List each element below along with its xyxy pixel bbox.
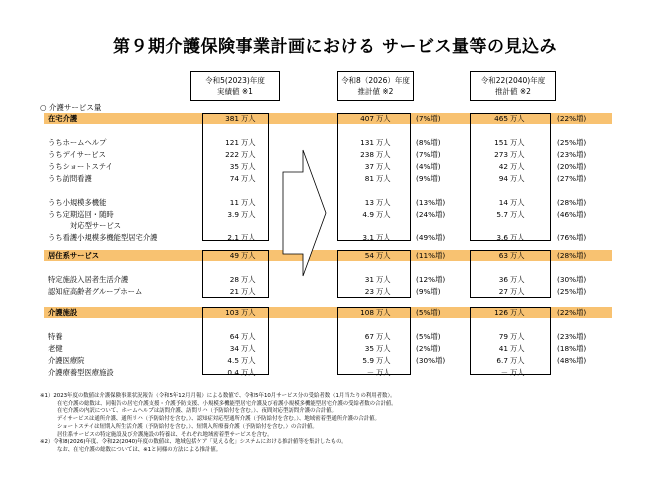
table-row — [0, 220, 670, 232]
unit-2040: 万人 — [510, 332, 525, 341]
value-2026: 5.9 — [362, 356, 374, 365]
row-label: うち小規模多機能 — [48, 198, 107, 207]
header-2023-year: 令和5(2023)年度 — [205, 76, 265, 85]
unit-2040: 万人 — [510, 162, 525, 171]
value-2023: 11 — [229, 198, 239, 207]
header-2040 — [470, 71, 556, 101]
unit-2023: 万人 — [241, 114, 256, 123]
unit-2026: 万人 — [376, 210, 391, 219]
value-2040: － — [500, 368, 508, 377]
header-2023 — [190, 71, 280, 101]
value-2023: 381 — [225, 114, 239, 123]
table-row — [0, 232, 670, 244]
value-2040: 5.7 — [496, 210, 508, 219]
footnote: 居住系サービスの特定施設及び介護施設の特養は、それぞれ地域密着型サービスを含む。 — [57, 431, 273, 438]
section-label: ○ 介護サービス量 — [40, 103, 102, 112]
unit-2040: 万人 — [510, 287, 525, 296]
row-label: 介護施設 — [48, 308, 78, 317]
value-2040: 94 — [498, 174, 508, 183]
value-2040: 6.7 — [496, 356, 508, 365]
change-2040: (30%増) — [557, 275, 587, 284]
unit-2026: 万人 — [376, 251, 391, 260]
row-label: 介護療養型医療施設 — [48, 368, 114, 377]
row-label: うちデイサービス — [48, 150, 106, 159]
table-row — [0, 343, 670, 355]
value-2040: 126 — [494, 308, 508, 317]
value-2026: 4.9 — [362, 210, 374, 219]
change-2040: (22%増) — [557, 308, 587, 317]
table-row — [0, 307, 670, 319]
unit-2023: 万人 — [241, 332, 256, 341]
row-label: うち訪問看護 — [48, 174, 92, 183]
table-row — [0, 149, 670, 161]
header-2026-type: 推計値 ※2 — [357, 87, 394, 96]
change-2026: (7%増) — [416, 150, 441, 159]
value-2023: 103 — [225, 308, 239, 317]
header-2026 — [337, 71, 414, 101]
footnote: ※2）令和8(2026)年度、令和22(2040)年度の数値は、地域包括ケア「見える化」システムにおける推計値等を集計したもの。 — [40, 439, 347, 446]
value-2040: 27 — [498, 287, 508, 296]
unit-2040: 万人 — [510, 275, 525, 284]
row-label: 老健 — [48, 344, 63, 353]
change-2040: (27%増) — [557, 174, 587, 183]
value-2026: 13 — [364, 198, 374, 207]
unit-2040: 万人 — [510, 233, 525, 242]
unit-2023: 万人 — [241, 275, 256, 284]
value-2026: 37 — [364, 162, 374, 171]
value-2040: 36 — [498, 275, 508, 284]
value-2026: 108 — [360, 308, 374, 317]
unit-2026: 万人 — [376, 332, 391, 341]
change-2040: (23%増) — [557, 150, 587, 159]
value-2026: － — [366, 368, 374, 377]
change-2026: (2%増) — [416, 344, 441, 353]
unit-2040: 万人 — [510, 114, 525, 123]
change-2026: (4%増) — [416, 162, 441, 171]
header-2040-type: 推計値 ※2 — [495, 87, 531, 96]
table-row — [0, 274, 670, 286]
unit-2023: 万人 — [241, 287, 256, 296]
change-2026: (13%増) — [416, 198, 446, 207]
unit-2026: 万人 — [376, 150, 391, 159]
unit-2023: 万人 — [241, 150, 256, 159]
header-2040-year: 令和22(2040)年度 — [480, 76, 546, 85]
value-2026: 31 — [364, 275, 374, 284]
unit-2023: 万人 — [241, 210, 256, 219]
unit-2023: 万人 — [241, 308, 256, 317]
unit-2023: 万人 — [241, 174, 256, 183]
row-label: 特養 — [48, 332, 63, 341]
unit-2026: 万人 — [376, 308, 391, 317]
unit-2023: 万人 — [241, 344, 256, 353]
row-label: うちホームヘルプ — [48, 138, 107, 147]
unit-2023: 万人 — [241, 368, 256, 377]
value-2023: 28 — [229, 275, 239, 284]
unit-2040: 万人 — [510, 210, 525, 219]
unit-2040: 万人 — [510, 344, 525, 353]
row-label: うちショートステイ — [48, 162, 113, 171]
value-2023: 121 — [225, 138, 239, 147]
row-label: 在宅介護 — [48, 114, 78, 123]
table-row — [0, 286, 670, 298]
footnotes — [40, 393, 397, 455]
value-2026: 23 — [364, 287, 374, 296]
change-2040: (48%増) — [557, 356, 587, 365]
table-row — [0, 173, 670, 185]
value-2023: 64 — [229, 332, 239, 341]
unit-2040: 万人 — [510, 308, 525, 317]
row-label: 認知症高齢者グループホーム — [48, 287, 143, 296]
value-2040: 63 — [498, 251, 508, 260]
value-2023: 34 — [229, 344, 239, 353]
row-label: うち定期巡回・随時 — [48, 210, 114, 219]
value-2023: 2.1 — [227, 233, 239, 242]
value-2026: 35 — [364, 344, 374, 353]
table-row — [0, 137, 670, 149]
change-2040: (28%増) — [557, 198, 587, 207]
value-2040: 3.6 — [496, 233, 508, 242]
value-2026: 407 — [360, 114, 374, 123]
row-label: 対応型サービス — [70, 221, 122, 230]
change-2026: (5%増) — [416, 332, 441, 341]
unit-2040: 万人 — [510, 174, 525, 183]
value-2040: 42 — [498, 162, 508, 171]
value-2040: 41 — [498, 344, 508, 353]
row-label: 居住系サービス — [48, 251, 100, 260]
change-2026: (11%増) — [416, 251, 446, 260]
footnote: 在宅介護の内訳について、ホームヘルプは訪問介護、訪問リハ（予防給付を含む。）、夜間対応型訪問介護の合計値。 — [57, 408, 337, 415]
unit-2040: 万人 — [510, 138, 525, 147]
unit-2026: 万人 — [376, 287, 391, 296]
change-2040: (76%増) — [557, 233, 587, 242]
value-2026: 238 — [360, 150, 374, 159]
unit-2040: 万人 — [510, 356, 525, 365]
value-2026: 67 — [364, 332, 374, 341]
footnote: ショートステイは短期入所生活介護（予防給付を含む。）、短期入所療養介護（予防給付を含む。）の合計値。 — [57, 423, 318, 430]
value-2023: 4.5 — [227, 356, 239, 365]
unit-2040: 万人 — [510, 368, 525, 377]
change-2026: (49%増) — [416, 233, 446, 242]
unit-2040: 万人 — [510, 150, 525, 159]
value-2023: 222 — [225, 150, 239, 159]
unit-2026: 万人 — [376, 162, 391, 171]
footnote: デイサービスは通所介護、通所リハ（予防給付を含む。）、認知症対応型通所介護（予防給付を含む。）、地域密着型通所介護の合計値。 — [57, 416, 380, 423]
unit-2026: 万人 — [376, 368, 391, 377]
change-2026: (9%増) — [416, 287, 441, 296]
table-row — [0, 113, 670, 125]
value-2023: 35 — [229, 162, 239, 171]
change-2040: (46%増) — [557, 210, 587, 219]
table-row — [0, 250, 670, 262]
change-2026: (30%増) — [416, 356, 446, 365]
row-label: うち看護小規模多機能型居宅介護 — [48, 233, 158, 242]
value-2040: 465 — [494, 114, 508, 123]
unit-2026: 万人 — [376, 114, 391, 123]
unit-2026: 万人 — [376, 356, 391, 365]
row-label: 介護医療院 — [48, 356, 85, 365]
footnote: ※1）2023年度の数値は介護保険事業状況報告（令和5年12月月報）による数値で、令和5年10月サービス分の受給者数（1月当たりの利用者数）。 — [40, 393, 396, 399]
value-2040: 79 — [498, 332, 508, 341]
change-2026: (5%増) — [416, 308, 441, 317]
unit-2040: 万人 — [510, 251, 525, 260]
unit-2023: 万人 — [241, 251, 256, 260]
change-2040: (28%増) — [557, 251, 587, 260]
value-2023: 0.4 — [227, 368, 239, 377]
table-row — [0, 161, 670, 173]
value-2040: 273 — [494, 150, 508, 159]
table-row — [0, 197, 670, 209]
value-2026: 81 — [364, 174, 374, 183]
change-2026: (9%増) — [416, 174, 441, 183]
footnote: なお、在宅介護の総数については、※1と同様の方法による推計値。 — [57, 446, 222, 453]
change-2040: (20%増) — [557, 162, 587, 171]
change-2026: (8%増) — [416, 138, 441, 147]
change-2026: (12%増) — [416, 275, 446, 284]
header-2023-type: 実績値 ※1 — [217, 87, 253, 96]
footnote: 在宅介護の総数は、同報告の居宅介護支援・介護予防支援、小規模多機能型居宅介護及び看護小規模多機能型居宅介護の受給者数の合計値。 — [57, 400, 397, 407]
change-2040: (25%増) — [557, 287, 587, 296]
value-2040: 14 — [498, 198, 508, 207]
unit-2023: 万人 — [241, 356, 256, 365]
unit-2026: 万人 — [376, 174, 391, 183]
value-2040: 151 — [494, 138, 508, 147]
unit-2040: 万人 — [510, 198, 525, 207]
value-2023: 74 — [229, 174, 239, 183]
unit-2023: 万人 — [241, 162, 256, 171]
table-row — [0, 367, 670, 379]
change-2026: (7%増) — [416, 114, 441, 123]
row-label: 特定施設入居者生活介護 — [48, 275, 129, 284]
unit-2026: 万人 — [376, 198, 391, 207]
header-2026-year: 令和8（2026）年度 — [341, 76, 410, 85]
unit-2026: 万人 — [376, 344, 391, 353]
unit-2023: 万人 — [241, 198, 256, 207]
table-row — [0, 331, 670, 343]
value-2023: 49 — [229, 251, 239, 260]
table-row — [0, 355, 670, 367]
change-2040: (23%増) — [557, 332, 587, 341]
value-2023: 3.9 — [227, 210, 239, 219]
value-2026: 131 — [360, 138, 374, 147]
change-2040: (18%増) — [557, 344, 587, 353]
value-2023: 21 — [229, 287, 239, 296]
value-2026: 3.1 — [362, 233, 374, 242]
change-2040: (25%増) — [557, 138, 587, 147]
change-2040: (22%増) — [557, 114, 587, 123]
unit-2026: 万人 — [376, 233, 391, 242]
page-title: 第９期介護保険事業計画における サービス量等の見込み — [113, 37, 557, 57]
unit-2023: 万人 — [241, 233, 256, 242]
unit-2023: 万人 — [241, 138, 256, 147]
value-2026: 54 — [364, 251, 374, 260]
unit-2026: 万人 — [376, 275, 391, 284]
change-2026: (24%増) — [416, 210, 446, 219]
unit-2026: 万人 — [376, 138, 391, 147]
